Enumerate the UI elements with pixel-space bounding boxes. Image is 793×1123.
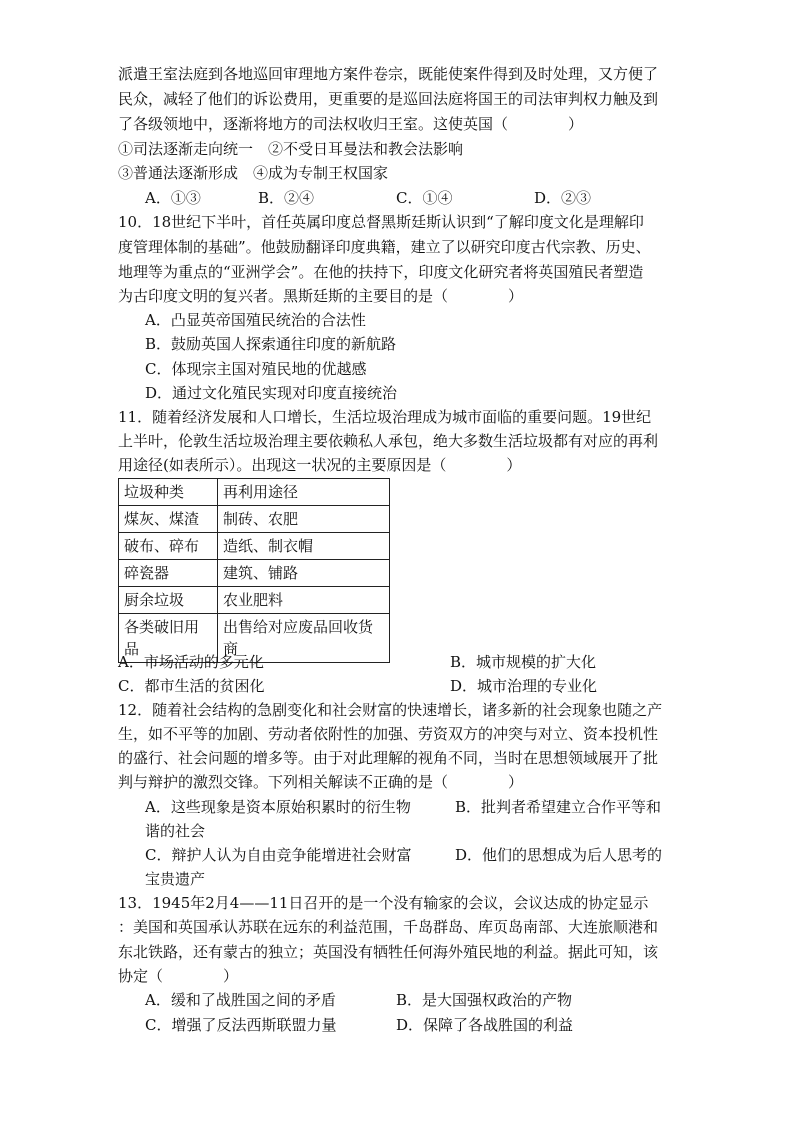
q13-line-1: 13．1945年2月4——11日召开的是一个没有输家的会议，会议达成的协定显示 — [118, 894, 649, 912]
q13-line-4: 协定（ ） — [118, 967, 239, 985]
q9-line-1: 派遣王室法庭到各地巡回审理地方案件卷宗，既能使案件得到及时处理，又方便了 — [118, 65, 659, 83]
q12-line-4: 判与辩护的激烈交锋。下列相关解读不正确的是（ ） — [118, 773, 524, 791]
q10-line-2: 度管理体制的基础”。他鼓励翻译印度典籍，建立了以研究印度古代宗教、历史、 — [118, 238, 651, 256]
q9-statement-1: ①司法逐渐走向统一 ②不受日耳曼法和教会法影响 — [118, 140, 464, 158]
q13-line-3: 东北铁路，还有蒙古的独立；英国没有牺牲任何海外殖民地的利益。据此可知，该 — [118, 943, 659, 961]
q12-line-1: 12．随着社会结构的急剧变化和社会财富的快速增长，诸多新的社会现象也随之产 — [118, 701, 663, 719]
q12-option-d-continued: 宝贵遗产 — [145, 870, 206, 888]
table-cell: 厨余垃圾 — [119, 587, 218, 614]
q9-option-a[interactable]: A．①③ — [145, 189, 201, 207]
q10-option-b[interactable]: B．鼓励英国人探索通往印度的新航路 — [145, 335, 397, 353]
q10-line-1: 10．18世纪下半叶，首任英属印度总督黑斯廷斯认识到“了解印度文化是理解印 — [118, 213, 644, 231]
q9-option-c[interactable]: C．①④ — [396, 189, 453, 207]
q9-line-3: 了各级领地中，逐渐将地方的司法权收归王室。这使英国（ ） — [118, 115, 584, 133]
q12-option-b-continued: 谐的社会 — [145, 822, 206, 840]
q10-option-a[interactable]: A．凸显英帝国殖民统治的合法性 — [145, 311, 366, 329]
q11-option-b[interactable]: B．城市规模的扩大化 — [450, 653, 597, 671]
table-cell: 各类破旧用品 — [119, 614, 218, 663]
q12-option-c[interactable]: C．辩护人认为自由竞争能增进社会财富 — [145, 846, 412, 864]
q11-line-2: 上半叶，伦敦生活垃圾治理主要依赖私人承包，绝大多数生活垃圾都有对应的再利 — [118, 432, 659, 450]
table-row — [119, 533, 390, 560]
table-cell: 制砖、农肥 — [218, 506, 390, 533]
q10-option-d[interactable]: D．通过文化殖民实现对印度直接统治 — [145, 384, 398, 402]
table-cell: 碎瓷器 — [119, 560, 218, 587]
garbage-reuse-table — [118, 478, 390, 663]
q11-line-1: 11．随着经济发展和人口增长，生活垃圾治理成为城市面临的重要问题。19世纪 — [118, 408, 652, 426]
q13-option-c[interactable]: C．增强了反法西斯联盟力量 — [145, 1016, 337, 1034]
q9-statement-2: ③普通法逐渐形成 ④成为专制王权国家 — [118, 164, 389, 182]
q12-line-3: 的盛行、社会问题的增多等。由于对此理解的视角不同，当时在思想领域展开了批 — [118, 749, 659, 767]
table-header-row — [119, 479, 390, 506]
table-cell: 出售给对应废品回收货商 — [218, 614, 390, 663]
q13-option-d[interactable]: D．保障了各战胜国的利益 — [396, 1016, 574, 1034]
q12-option-b[interactable]: B．批判者希望建立合作平等和 — [455, 798, 662, 816]
q11-line-3: 用途径(如表所示）。出现这一状况的主要原因是（ ） — [118, 456, 522, 474]
q10-line-4: 为古印度文明的复兴者。黑斯廷斯的主要目的是（ ） — [118, 287, 524, 305]
q9-line-2: 民众，减轻了他们的诉讼费用，更重要的是巡回法庭将国王的司法审判权力触及到 — [118, 90, 659, 108]
q12-line-2: 生，如不平等的加剧、劳动者依附性的加强、劳资双方的冲突与对立、资本投机性 — [118, 725, 659, 743]
q13-line-2: ：美国和英国承认苏联在远东的利益范围，千岛群岛、库页岛南部、大连旅顺港和 — [118, 918, 659, 936]
table-cell: 破布、碎布 — [119, 533, 218, 560]
table-cell: 造纸、制衣帽 — [218, 533, 390, 560]
q13-option-a[interactable]: A．缓和了战胜国之间的矛盾 — [145, 991, 336, 1009]
table-row — [119, 560, 390, 587]
q11-option-d[interactable]: D．城市治理的专业化 — [450, 677, 598, 695]
q11-option-a[interactable]: A．市场活动的多元化 — [118, 653, 264, 671]
q12-option-a[interactable]: A．这些现象是资本原始积累时的衍生物 — [145, 798, 411, 816]
table-cell: 农业肥料 — [218, 587, 390, 614]
q11-option-c[interactable]: C．都市生活的贫困化 — [118, 677, 265, 695]
table-cell: 建筑、铺路 — [218, 560, 390, 587]
table-row — [119, 506, 390, 533]
q13-option-b[interactable]: B．是大国强权政治的产物 — [396, 991, 573, 1009]
q10-option-c[interactable]: C．体现宗主国对殖民地的优越感 — [145, 360, 367, 378]
q10-line-3: 地理等为重点的“亚洲学会”。在他的扶持下，印度文化研究者将英国殖民者塑造 — [118, 263, 644, 281]
table-header-cell: 垃圾种类 — [119, 479, 218, 506]
table-row — [119, 587, 390, 614]
q12-option-d[interactable]: D．他们的思想成为后人思考的 — [455, 846, 663, 864]
table-cell: 煤灰、煤渣 — [119, 506, 218, 533]
q9-option-d[interactable]: D．②③ — [534, 189, 592, 207]
table-header-cell: 再利用途径 — [218, 479, 390, 506]
q9-option-b[interactable]: B．②④ — [258, 189, 315, 207]
